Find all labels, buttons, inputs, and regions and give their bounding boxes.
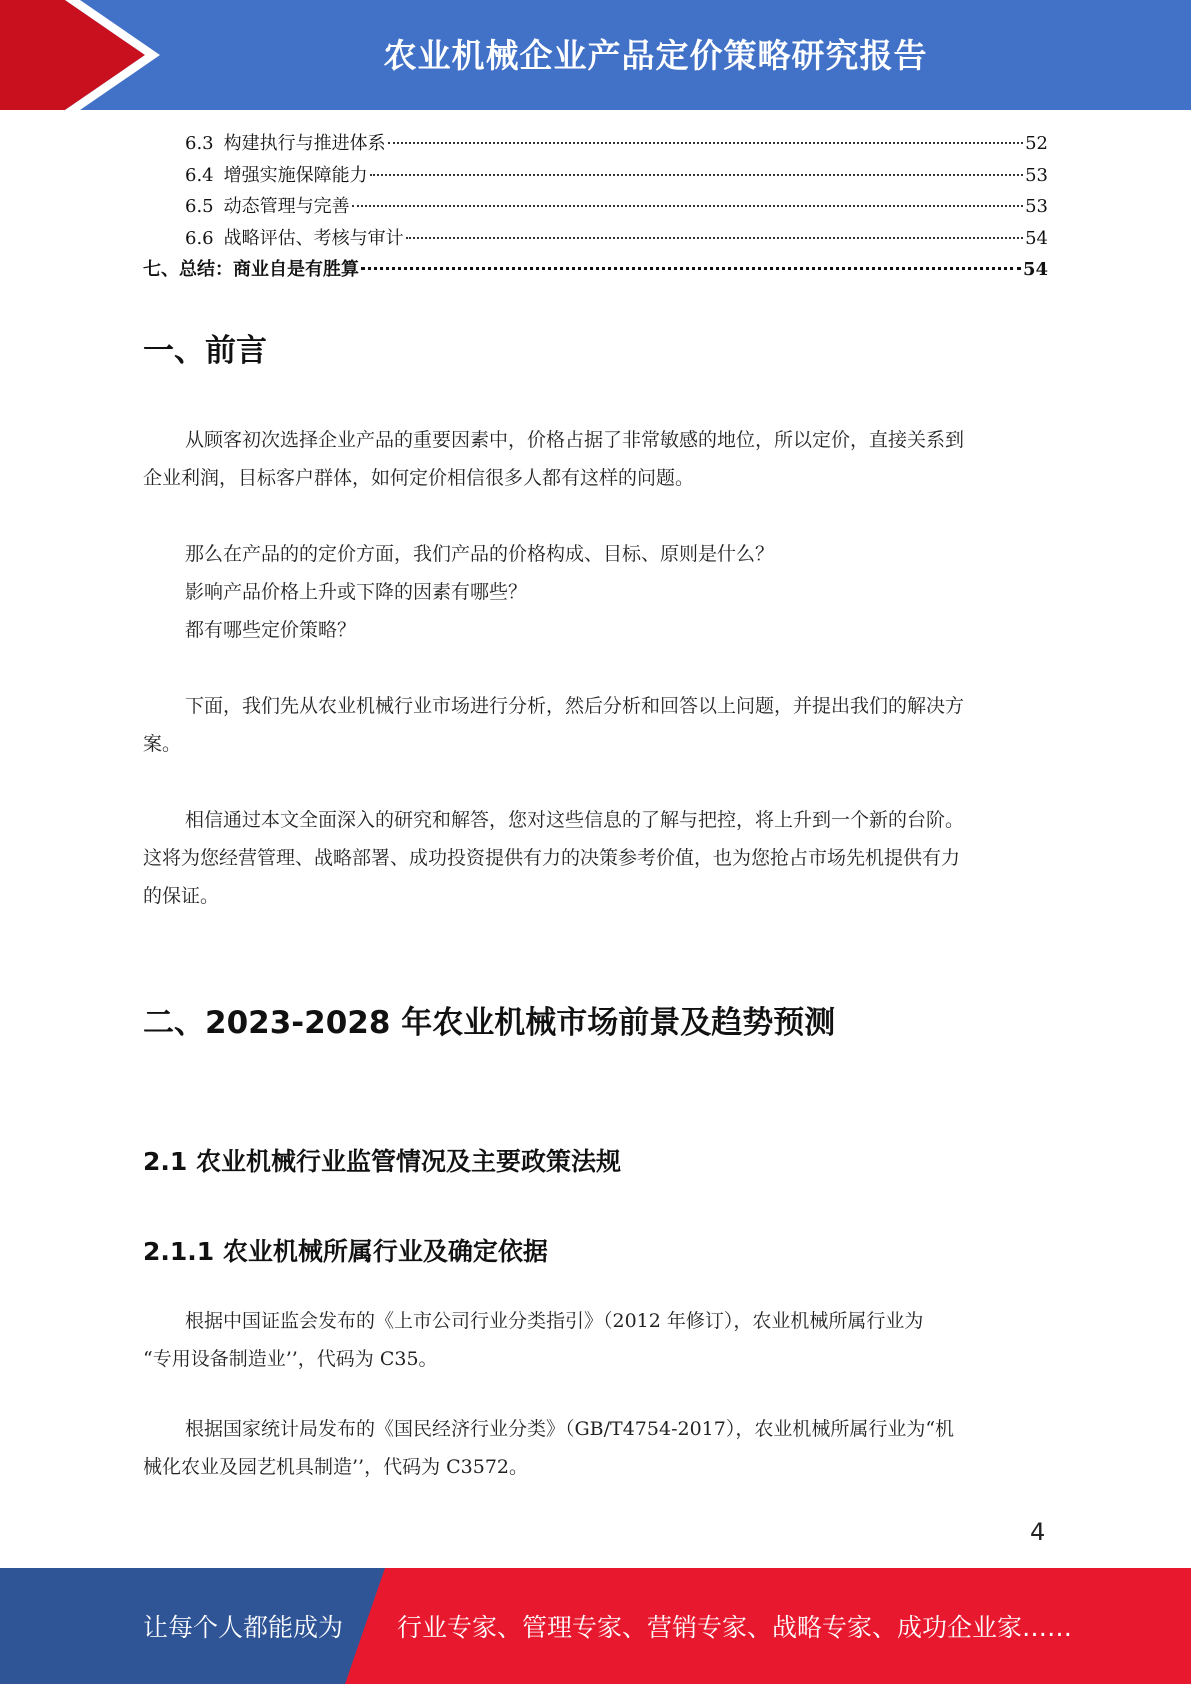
paragraph bbox=[143, 1302, 1048, 1378]
toc-item[interactable] bbox=[143, 191, 1048, 223]
paragraph-line: 下面，我们先从农业机械行业市场进行分析，然后分析和回答以上问题，并提出我们的解决方 bbox=[185, 695, 965, 717]
paragraph-line: 根据中国证监会发布的《上市公司行业分类指引》（2012 年修订），农业机械所属行业为 bbox=[185, 1310, 924, 1332]
toc-page: 52 bbox=[1025, 133, 1048, 154]
paragraph bbox=[143, 687, 1048, 763]
toc-text: 动态管理与完善 bbox=[223, 196, 350, 217]
paragraph bbox=[143, 421, 1048, 497]
toc-number: 6.6 bbox=[185, 227, 214, 249]
toc-page: 53 bbox=[1025, 164, 1048, 186]
page-number: 4 bbox=[1030, 1518, 1046, 1546]
question-line: 都有哪些定价策略？ bbox=[185, 619, 357, 641]
section-heading-market-forecast: 二、2023-2028 年农业机械市场前景及趋势预测 bbox=[143, 1005, 836, 1041]
toc-text: 战略评估、考核与审计 bbox=[223, 227, 404, 249]
report-title: 农业机械企业产品定价策略研究报告 bbox=[383, 36, 928, 75]
toc-leader bbox=[361, 267, 1021, 270]
paragraph bbox=[143, 801, 1048, 915]
footer-slogan-right: 行业专家、管理专家、营销专家、战略专家、成功企业家…… bbox=[397, 1613, 1073, 1642]
toc-text: 七、总结：商业自是有胜算 bbox=[143, 259, 359, 280]
paragraph-line: 这将为您经营管理、战略部署、成功投资提供有力的决策参考价值，也为您抢占市场先机提供有力 bbox=[143, 847, 961, 869]
toc-leader bbox=[406, 237, 1023, 239]
toc-leader bbox=[388, 142, 1023, 144]
question-list bbox=[143, 535, 1048, 649]
footer-slogan-left: 让每个人都能成为 bbox=[143, 1613, 344, 1642]
subsubsection-heading: 2.1.1 农业机械所属行业及确定依据 bbox=[143, 1237, 548, 1266]
toc-page: 54 bbox=[1025, 227, 1048, 249]
subsection-heading: 2.1 农业机械行业监管情况及主要政策法规 bbox=[143, 1147, 621, 1176]
toc-item[interactable] bbox=[143, 223, 1048, 255]
paragraph-line: 械化农业及园艺机具制造’’，代码为 C3572。 bbox=[143, 1456, 529, 1478]
toc-text: 增强实施保障能力 bbox=[223, 164, 368, 186]
toc-page: 54 bbox=[1022, 259, 1048, 280]
toc-item[interactable] bbox=[143, 254, 1048, 286]
question-line: 影响产品价格上升或下降的因素有哪些？ bbox=[185, 581, 528, 603]
toc-number: 6.4 bbox=[185, 164, 214, 186]
toc-item[interactable] bbox=[143, 128, 1048, 160]
paragraph-line: “专用设备制造业’’，代码为 C35。 bbox=[143, 1348, 438, 1370]
paragraph-line: 案。 bbox=[143, 733, 182, 755]
paragraph-line: 企业利润，目标客户群体，如何定价相信很多人都有这样的问题。 bbox=[143, 467, 695, 489]
page-footer bbox=[0, 1568, 1191, 1684]
paragraph-line: 根据国家统计局发布的《国民经济行业分类》（GB/T4754-2017），农业机械所属行业为“机 bbox=[185, 1418, 955, 1440]
toc-item[interactable] bbox=[143, 160, 1048, 192]
page-header bbox=[0, 0, 1191, 110]
toc-leader bbox=[352, 205, 1023, 207]
paragraph bbox=[143, 1410, 1048, 1486]
toc-leader bbox=[370, 174, 1023, 176]
question-line: 那么在产品的的定价方面，我们产品的价格构成、目标、原则是什么？ bbox=[185, 543, 775, 565]
paragraph-line: 的保证。 bbox=[143, 885, 220, 907]
section-heading-preface: 一、前言 bbox=[143, 333, 267, 369]
toc-page: 53 bbox=[1025, 196, 1048, 217]
paragraph-line: 从顾客初次选择企业产品的重要因素中，价格占据了非常敏感的地位，所以定价，直接关系到 bbox=[185, 429, 965, 451]
table-of-contents bbox=[143, 128, 1048, 286]
toc-text: 构建执行与推进体系 bbox=[223, 133, 386, 154]
header-arrow-decoration bbox=[0, 0, 160, 110]
paragraph-line: 相信通过本文全面深入的研究和解答，您对这些信息的了解与把控，将上升到一个新的台阶。 bbox=[185, 809, 965, 831]
toc-number: 6.5 bbox=[185, 196, 214, 217]
toc-number: 6.3 bbox=[185, 133, 214, 154]
